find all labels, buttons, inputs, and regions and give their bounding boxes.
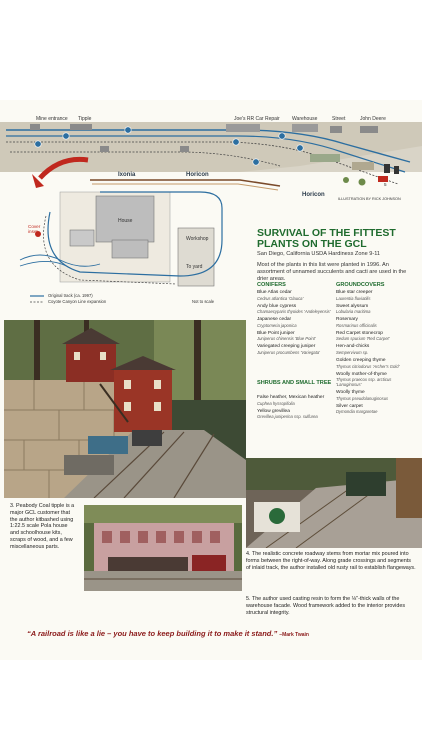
label-house: House <box>118 218 133 224</box>
list-item: Rosemary Rosmarinus officinalis <box>336 317 377 328</box>
list-item: Red Carpet stonecrop Sedum spurium 'Red Carpet' <box>336 330 390 342</box>
quote-author: –Mark Twain <box>279 632 309 638</box>
list-item: Woolly mother-of-thyme Thymus praecox ssp. arcticus 'Lanuginosus' <box>336 371 392 388</box>
label-horicon-top: Horicon <box>186 172 209 178</box>
list-item: Golden creeping thyme Thymus citriodorus 'Archer's Gold' <box>336 357 400 369</box>
list-item: Blue star creeper Laurentia fluviatilis <box>336 290 373 301</box>
label-workshop: Workshop <box>186 236 209 242</box>
label-horicon-bottom: Horicon <box>302 192 325 198</box>
list-item: False heather, Mexican heather Cuphea hyssopifolia <box>257 395 325 406</box>
photo-coal-tipple <box>4 320 246 498</box>
caption-5: 5. The author used casting resin to form the ⅛"-thick walls of the warehouse facade. Wood framework added to the interior provides structural integrity. <box>246 596 406 616</box>
quote-text: “A railroad is like a lie – you have to keep building it to make it stand.” <box>27 629 278 638</box>
label-cover-inset: Cover inset <box>28 224 41 234</box>
list-item: Silver carpet Dymondia margaretae <box>336 403 378 415</box>
list-item: Blue Point juniper Juniperus chinensis 'Blue Point' <box>257 330 316 342</box>
building-house <box>66 342 116 382</box>
illustration-credit: ILLUSTRATION BY RICK JOHNSON <box>338 197 401 201</box>
article-title: SURVIVAL OF THE FITTEST PLANTS ON THE GCL <box>257 227 396 250</box>
groundcovers-heading: GROUNDCOVERS <box>336 282 385 288</box>
label-john-deere: John Deere <box>360 116 386 122</box>
pull-quote <box>27 629 407 638</box>
locomotive <box>346 472 386 496</box>
conifers-heading: CONIFERS <box>257 282 286 288</box>
list-item: Hen-and-chicks Sempervivum sp. <box>336 344 370 355</box>
conifers-list <box>257 290 335 358</box>
label-tipple: Tipple <box>78 116 92 122</box>
caption-3: 3. Peabody Coal tipple is a major GCL customer that the author kitbashed using 1:22.5 scale Pola house and schoolhouse kits, scraps of wood, and a few miscellaneous parts. <box>10 503 75 550</box>
label-street: Street <box>332 116 346 122</box>
article-intro: Most of the plants in this list were planted in 1996. An assortment of unnamed succulents and cacti are used in the drier areas. <box>257 262 407 282</box>
caption-4: 4. The realistic concrete roadway stems from mortar mix poured into forms between the right-of-way. Along grade crossings and segments of inlaid track, the author installed old rusty rail to establish flangeways. <box>246 551 416 571</box>
shrubs-list <box>257 395 335 422</box>
building-tipple <box>114 368 172 432</box>
groundcovers-list <box>336 290 414 417</box>
legend-coyote-canyon: Coyote Canyon Line expansion <box>48 299 107 304</box>
label-joes-rr-car-repair: Joe's RR Car Repair <box>234 116 280 122</box>
list-item: Andy blue cypress Chamaecyparis thyoides 'Andeleyensis' <box>257 303 331 315</box>
list-item: Woolly thyme Thymus pseudolanuginosus <box>336 390 389 401</box>
label-mine-entrance: Mine entrance <box>36 116 68 122</box>
legend-original-track: Original track (ca. 1997) <box>48 293 93 298</box>
list-item: Japanese cedar Cryptomeria japonica <box>257 317 297 328</box>
list-item: Sweet alyssum Lobularia maritima <box>336 303 371 315</box>
marker-5: 5 <box>384 182 387 187</box>
list-item: Variegated creeping juniper Juniperus procumbens 'Variegata' <box>257 344 320 355</box>
photo-locomotive <box>246 458 422 548</box>
photo-warehouse <box>84 505 242 591</box>
shrubs-heading: SHRUBS AND SMALL TREE <box>257 380 332 386</box>
label-warehouse: Warehouse <box>292 116 318 122</box>
list-item: Yellow grevillea Grevillea juniperina ssp. sulfurea <box>257 408 318 420</box>
list-item: Blue Atlas cedar Cedrus atlantica 'Glauca' <box>257 290 304 301</box>
train-cars <box>108 557 188 571</box>
article-subtitle: San Diego, California USDA Hardiness Zone 9-11 <box>257 251 381 257</box>
label-ixonia: Ixonia <box>118 172 136 178</box>
label-not-to-scale: Not to scale <box>192 299 215 304</box>
label-to-yard: To yard <box>186 264 203 270</box>
coal-car <box>88 436 128 454</box>
